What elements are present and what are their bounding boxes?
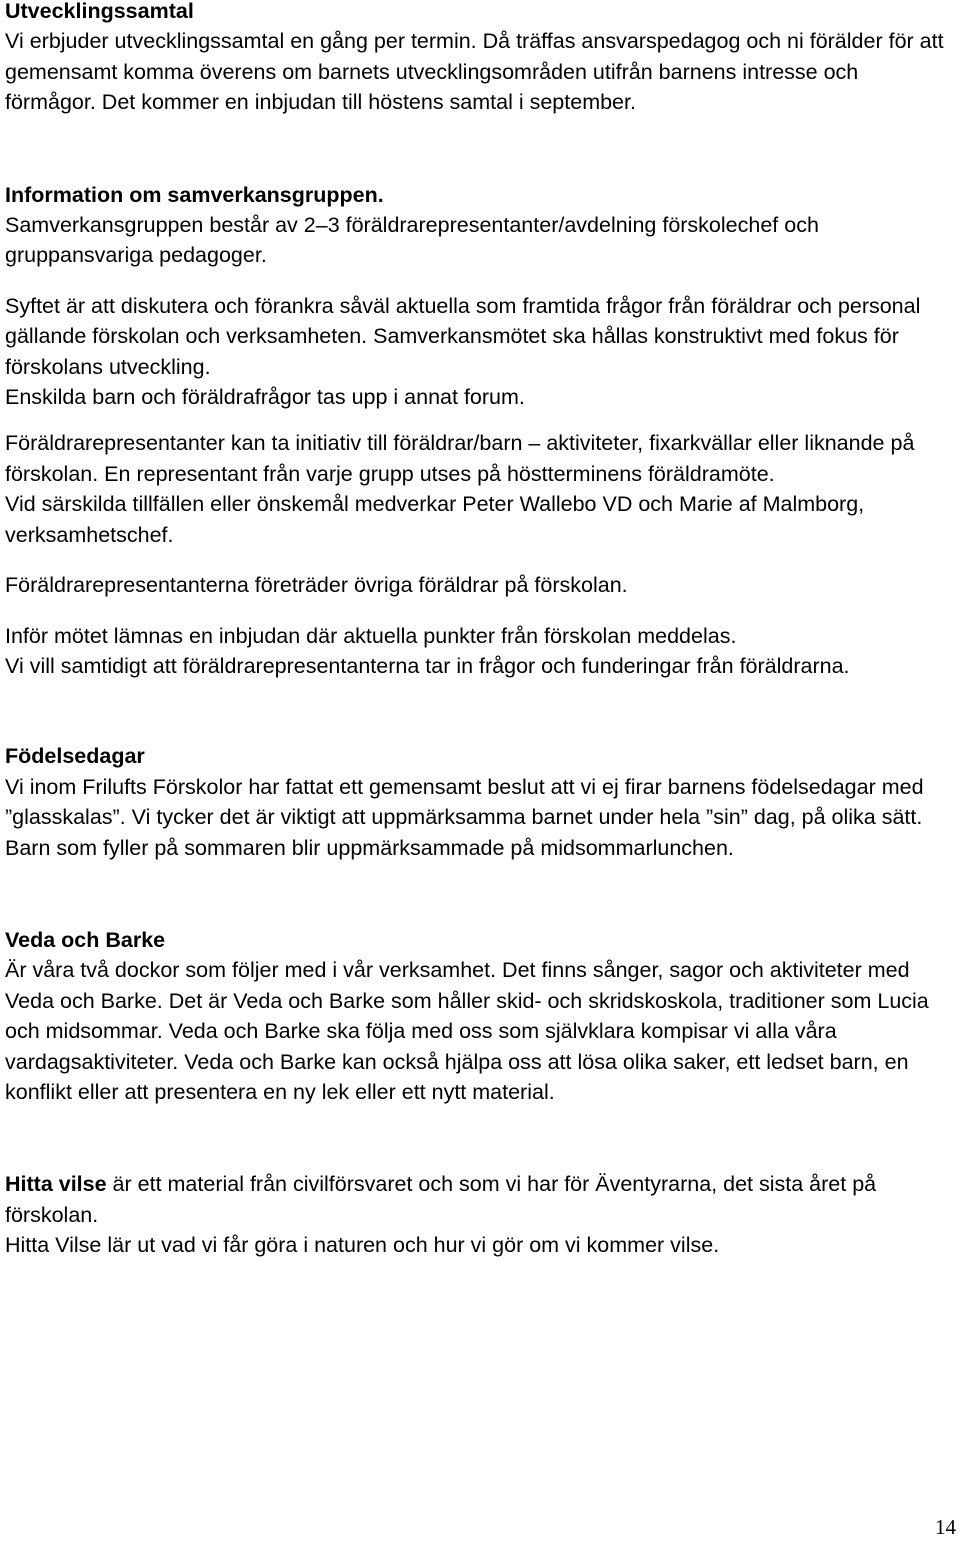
hitta-vilse-rest: är ett material från civilförsvaret och som vi har för Äventyrarna, det sista året på förskolan. (5, 1172, 877, 1227)
heading-samverkansgruppen: Information om samverkansgruppen. (5, 182, 384, 207)
paragraph-samverkan-4: Föräldrarepresentanter kan ta initiativ till föräldrar/barn – aktiviteter, fixarkvällar eller liknande på förskolan. En representant från varje grupp utses på höstterminens föräldramöte. (5, 431, 915, 486)
paragraph-samverkan-2: Syftet är att diskutera och förankra såväl aktuella som framtida frågor från föräldrar och personal gällande förskolan och verksamheten. Samverkansmötet ska hållas konstruktivt med fokus för förskolans utveckling. (5, 293, 921, 379)
spacer (5, 1107, 950, 1169)
heading-fodelsedagar: Födelsedagar (5, 744, 145, 769)
spacer (5, 863, 950, 925)
paragraph-fodelsedagar-1: Vi inom Frilufts Förskolor har fattat ett gemensamt beslut att vi ej firar barnens födelsedagar med ”glasskalas”. Vi tycker det är viktigt att uppmärksamma barnet under hela ”sin” dag, på olika sätt. (5, 774, 924, 830)
paragraph-samverkan-3: Enskilda barn och föräldrafrågor tas upp i annat forum. (5, 385, 525, 410)
paragraph-samverkan-8: Vi vill samtidigt att föräldrarepresentanterna tar in frågor och funderingar från föräldrarna. (5, 653, 850, 678)
paragraph-samverkan-1: Samverkansgruppen består av 2–3 föräldrarepresentanter/avdelning förskolechef och gruppansvariga pedagoger. (5, 213, 819, 268)
paragraph-fodelsedagar-2: Barn som fyller på sommaren blir uppmärksammade på midsommarlunchen. (5, 835, 734, 860)
paragraph-utvecklingssamtal: Vi erbjuder utvecklingssamtal en gång per termin. Då träffas ansvarspedagog och ni förälder för att gemensamt komma överens om barnets utvecklingsområden utifrån barnens intresse och förmågor. Det kommer en inbjudan till höstens samtal i september. (5, 29, 944, 115)
paragraph-samverkan-5: Vid särskilda tillfällen eller önskemål medverkar Peter Wallebo VD och Marie af Malmborg, verksamhetschef. (5, 492, 865, 547)
paragraph-samverkan-7: Inför mötet lämnas en inbjudan där aktuella punkter från förskolan meddelas. (5, 623, 737, 648)
heading-utvecklingssamtal: Utvecklingssamtal (5, 0, 194, 23)
section-samverkansgruppen (5, 180, 950, 682)
spacer (5, 271, 950, 291)
paragraph-samverkan-6: Föräldrarepresentanterna företräder övriga föräldrar på förskolan. (5, 573, 628, 598)
section-veda-och-barke (5, 925, 950, 1107)
hitta-vilse-lead: Hitta vilse (5, 1172, 107, 1197)
paragraph-veda-och-barke: Är våra två dockor som följer med i vår verksamhet. Det finns sånger, sagor och aktiviteter med Veda och Barke. Det är Veda och Barke som håller skid- och skridskoskola, traditioner som Lucia och midsommar. Veda och Barke ska följa med oss som självklara kompisar vi alla våra vardagsaktiviteter. Veda och Barke kan också hjälpa oss att lösa olika saker, ett ledset barn, en konflikt eller att presentera en ny lek eller ett nytt material. (5, 958, 929, 1104)
section-utvecklingssamtal (5, 0, 950, 118)
spacer (5, 681, 950, 741)
spacer (5, 412, 950, 428)
paragraph-hitta-vilse-1 (5, 1169, 950, 1230)
heading-veda-och-barke: Veda och Barke (5, 927, 166, 952)
page-number: 14 (935, 1515, 956, 1539)
document-page (5, 0, 950, 1261)
spacer (5, 550, 950, 570)
spacer (5, 118, 950, 180)
spacer (5, 601, 950, 621)
paragraph-hitta-vilse-2: Hitta Vilse lär ut vad vi får göra i naturen och hur vi gör om vi kommer vilse. (5, 1233, 720, 1258)
section-fodelsedagar (5, 741, 950, 863)
section-hitta-vilse (5, 1169, 950, 1260)
